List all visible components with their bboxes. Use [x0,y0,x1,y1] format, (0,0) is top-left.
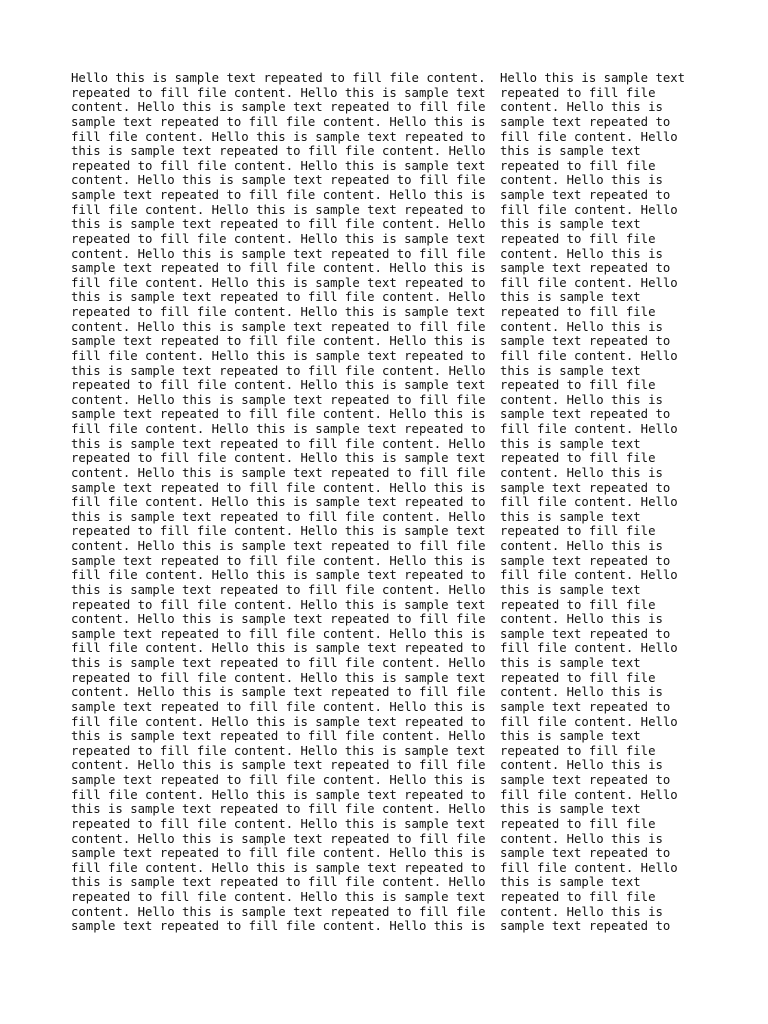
text-line-right: repeated to fill file [500,670,656,685]
text-line-left: sample text repeated to fill file content. Hello this is [71,114,486,129]
text-line-right: fill file content. Hello [500,641,678,656]
text-line-left: repeated to fill file content. Hello this is sample text [71,597,486,612]
text-line-right: repeated to fill file [500,378,656,393]
text-line-left: content. Hello this is sample text repeated to fill file [71,612,486,627]
text-line-left: this is sample text repeated to fill file content. Hello [71,363,486,378]
text-line-right: repeated to fill file [500,305,656,319]
text-line-right: sample text repeated to [500,699,671,714]
text-line-right: sample text repeated to [500,261,671,276]
text-line-left: fill file content. Hello this is sample text repeated to [71,641,486,656]
text-line-left: fill file content. Hello this is sample text repeated to [71,714,486,729]
text-line-left: content. Hello this is sample text repeated to fill file [71,904,486,919]
text-line-left: repeated to fill file content. Hello this is sample text [71,816,486,831]
text-line-left: repeated to fill file content. Hello this is sample text [71,378,486,393]
text-line-left: repeated to fill file content. Hello this is sample text [71,670,486,685]
text-line-left: content. Hello this is sample text repeated to fill file [71,173,486,188]
text-line-right: this is sample text [500,582,641,597]
text-line-left: sample text repeated to fill file content. Hello this is [71,626,486,641]
text-line-right: repeated to fill file [500,816,656,831]
text-line-left: content. Hello this is sample text repeated to fill file [71,831,486,846]
text-line-right: content. Hello this is [500,539,663,553]
text-line-right: content. Hello this is [500,685,663,700]
text-line-left: this is sample text repeated to fill file content. Hello [71,436,486,451]
text-line-left: content. Hello this is sample text repeated to fill file [71,246,486,261]
text-line-left: fill file content. Hello this is sample text repeated to [71,495,486,510]
text-line-right: repeated to fill file [500,597,656,612]
text-line-left: repeated to fill file content. Hello this is sample text [71,743,486,758]
text-line-left: sample text repeated to fill file content. Hello this is [71,480,486,495]
text-line-left: repeated to fill file content. Hello this is sample text [71,158,486,173]
text-line-right: sample text repeated to [500,626,671,641]
text-line-left: fill file content. Hello this is sample text repeated to [71,422,486,436]
text-line-right: sample text repeated to [500,919,671,934]
text-line-right: content. Hello this is [500,173,663,188]
text-line-right: repeated to fill file [500,231,656,246]
text-line-right: this is sample text [500,802,641,817]
text-line-left: content. Hello this is sample text repeated to fill file [71,685,486,700]
text-line-left: this is sample text repeated to fill file content. Hello [71,144,486,159]
text-line-right: fill file content. Hello [500,275,678,290]
text-line-left: this is sample text repeated to fill file content. Hello [71,875,486,890]
text-line-left: this is sample text repeated to fill file content. Hello [71,290,486,305]
text-line-left: this is sample text repeated to fill file content. Hello [71,217,486,232]
text-line-right: content. Hello this is [500,319,663,334]
text-line-right: content. Hello this is [500,904,663,919]
text-line-left: repeated to fill file content. Hello this is sample text [71,85,486,100]
text-line-right: sample text repeated to [500,407,671,422]
text-line-left: fill file content. Hello this is sample text repeated to [71,202,486,217]
text-column-left [71,71,486,934]
text-line-right: repeated to fill file [500,890,656,904]
text-line-right: sample text repeated to [500,846,671,861]
text-line-right: this is sample text [500,363,641,378]
text-line-right: sample text repeated to [500,188,671,202]
text-line-right: this is sample text [500,144,641,159]
text-line-left: fill file content. Hello this is sample text repeated to [71,787,486,802]
text-line-right: repeated to fill file [500,451,656,466]
text-line-right: Hello this is sample text [500,71,686,85]
text-line-right: content. Hello this is [500,465,663,480]
text-line-left: repeated to fill file content. Hello this is sample text [71,890,486,904]
text-line-right: this is sample text [500,509,641,524]
text-line-right: sample text repeated to [500,480,671,495]
text-line-right: fill file content. Hello [500,129,678,144]
text-line-left: this is sample text repeated to fill file content. Hello [71,656,486,670]
text-line-left: sample text repeated to fill file content. Hello this is [71,261,486,276]
text-line-left: repeated to fill file content. Hello this is sample text [71,305,486,319]
text-line-left: fill file content. Hello this is sample text repeated to [71,568,486,583]
text-line-right: sample text repeated to [500,114,671,129]
text-line-left: sample text repeated to fill file content. Hello this is [71,846,486,861]
text-line-right: fill file content. Hello [500,202,678,217]
text-line-right: repeated to fill file [500,158,656,173]
text-line-left: sample text repeated to fill file content. Hello this is [71,919,486,934]
text-line-right: repeated to fill file [500,743,656,758]
text-line-left: Hello this is sample text repeated to fill file content. [71,71,486,85]
text-line-right: this is sample text [500,729,641,744]
text-line-right: repeated to fill file [500,524,656,539]
text-line-right: content. Hello this is [500,246,663,261]
text-line-right: this is sample text [500,875,641,890]
text-line-left: this is sample text repeated to fill file content. Hello [71,509,486,524]
text-line-right: fill file content. Hello [500,422,678,436]
text-line-left: fill file content. Hello this is sample text repeated to [71,275,486,290]
text-line-right: sample text repeated to [500,553,671,568]
text-line-left: repeated to fill file content. Hello this is sample text [71,231,486,246]
text-line-right: sample text repeated to [500,773,671,787]
text-line-right: fill file content. Hello [500,860,678,875]
text-line-right: content. Hello this is [500,831,663,846]
text-line-left: content. Hello this is sample text repeated to fill file [71,319,486,334]
text-line-left: fill file content. Hello this is sample text repeated to [71,860,486,875]
text-line-right: content. Hello this is [500,392,663,407]
text-line-left: content. Hello this is sample text repeated to fill file [71,465,486,480]
text-line-left: content. Hello this is sample text repeated to fill file [71,758,486,773]
text-line-left: fill file content. Hello this is sample text repeated to [71,129,486,144]
text-line-right: sample text repeated to [500,334,671,349]
text-line-left: sample text repeated to fill file content. Hello this is [71,553,486,568]
text-line-right: fill file content. Hello [500,714,678,729]
text-line-right: content. Hello this is [500,612,663,627]
text-line-left: sample text repeated to fill file content. Hello this is [71,407,486,422]
text-line-right: content. Hello this is [500,100,663,115]
text-line-right: this is sample text [500,656,641,670]
text-line-right: this is sample text [500,436,641,451]
text-line-left: sample text repeated to fill file content. Hello this is [71,773,486,787]
text-line-right: fill file content. Hello [500,787,678,802]
text-line-right: repeated to fill file [500,85,656,100]
text-line-right: fill file content. Hello [500,495,678,510]
text-line-right: content. Hello this is [500,758,663,773]
text-line-left: repeated to fill file content. Hello this is sample text [71,451,486,466]
text-column-right [500,71,685,934]
text-line-left: sample text repeated to fill file content. Hello this is [71,188,486,202]
text-line-left: sample text repeated to fill file content. Hello this is [71,334,486,349]
text-line-left: fill file content. Hello this is sample text repeated to [71,348,486,363]
text-line-right: fill file content. Hello [500,568,678,583]
text-line-left: sample text repeated to fill file content. Hello this is [71,699,486,714]
text-line-left: content. Hello this is sample text repeated to fill file [71,392,486,407]
text-line-right: this is sample text [500,217,641,232]
text-line-left: repeated to fill file content. Hello this is sample text [71,524,486,539]
text-line-right: this is sample text [500,290,641,305]
text-line-right: fill file content. Hello [500,348,678,363]
text-line-left: this is sample text repeated to fill file content. Hello [71,802,486,817]
text-line-left: this is sample text repeated to fill file content. Hello [71,582,486,597]
text-line-left: content. Hello this is sample text repeated to fill file [71,100,486,115]
text-line-left: content. Hello this is sample text repeated to fill file [71,539,486,553]
text-line-left: this is sample text repeated to fill file content. Hello [71,729,486,744]
